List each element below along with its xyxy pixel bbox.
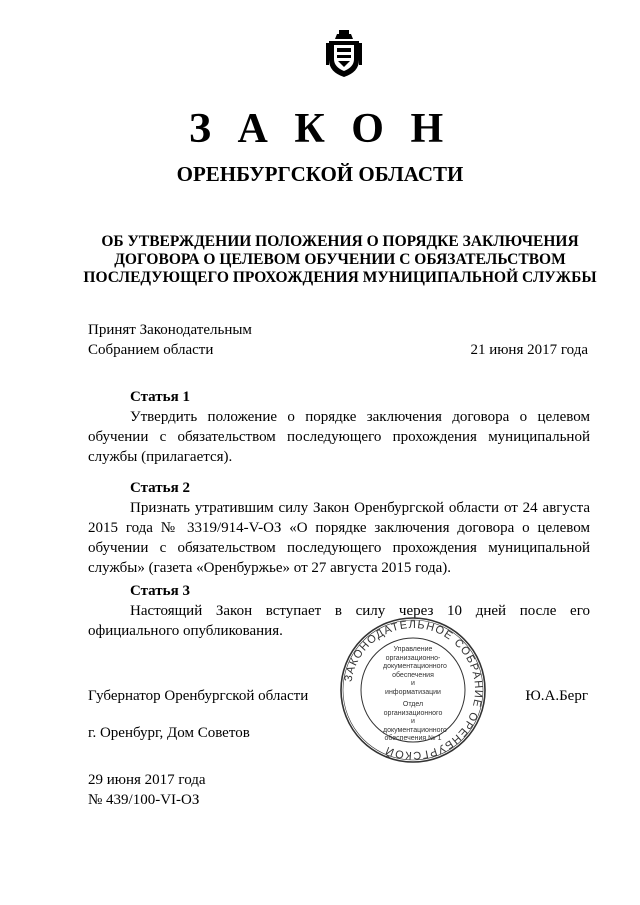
adoption-date: 21 июня 2017 года [470, 342, 588, 358]
oblast-coat-of-arms-icon [325, 30, 363, 78]
law-number: № 439/100-VI-ОЗ [88, 792, 200, 808]
article-heading: Статья 3 [130, 583, 190, 599]
signer-name: Ю.А.Берг [525, 688, 588, 704]
seal-line: и информатизации [385, 680, 441, 696]
seal-inner-text [383, 646, 447, 744]
article-text: Утвердить положение о порядке заключения договора о целевом обучении с обязательством последующего прохождения муниципальной службы (прилагается). [88, 409, 590, 465]
document-title: З А К О Н [188, 106, 452, 152]
article-text: Признать утратившим силу Закон Оренбургской области от 24 августа 2015 года № 3319/914-V-ОЗ «О порядке заключения договора о целевом обучении с обязательством последующего прохождения муниципальной службы» (газета «Оренбуржье» от 27 августа 2015 года). [88, 500, 590, 576]
region-name: ОРЕНБУРГСКОЙ ОБЛАСТИ [176, 162, 464, 186]
signing-place: г. Оренбург, Дом Советов [88, 725, 250, 741]
law-subject-line: ОБ УТВЕРЖДЕНИИ ПОЛОЖЕНИЯ О ПОРЯДКЕ ЗАКЛЮЧЕНИЯ [101, 233, 579, 250]
adoption-line: Собранием области [88, 342, 214, 358]
seal-ring-text: ЗАКОНОДАТЕЛЬНОЕ СОБРАНИЕ ОРЕНБУРГСКОЙ [342, 618, 485, 762]
seal-line: и документационного [383, 718, 447, 734]
seal-line: организационно- [385, 654, 441, 662]
signing-date: 29 июня 2017 года [88, 772, 206, 788]
law-subject [70, 233, 610, 287]
seal-line: Управление [393, 646, 433, 653]
article-heading: Статья 2 [130, 480, 190, 496]
article-2 [88, 478, 590, 578]
signer-position: Губернатор Оренбургской области [88, 688, 309, 704]
article-1 [88, 387, 590, 467]
article-text: Настоящий Закон вступает в силу через 10 дней после его официального опубликования. [88, 603, 590, 639]
seal-line: документационного [383, 663, 447, 670]
seal-line: обеспечения № 1 [384, 735, 442, 742]
seal-line: Отдел организационного [383, 701, 443, 717]
seal-line: обеспечения [392, 671, 434, 679]
article-heading: Статья 1 [130, 389, 190, 405]
law-subject-line: ДОГОВОРА О ЦЕЛЕВОМ ОБУЧЕНИИ С ОБЯЗАТЕЛЬСТВОМ [114, 251, 566, 268]
adoption-body [88, 320, 252, 360]
law-subject-line: ПОСЛЕДУЮЩЕГО ПРОХОЖДЕНИЯ МУНИЦИПАЛЬНОЙ СЛУЖБЫ [83, 269, 597, 286]
adoption-line: Принят Законодательным [88, 322, 252, 338]
